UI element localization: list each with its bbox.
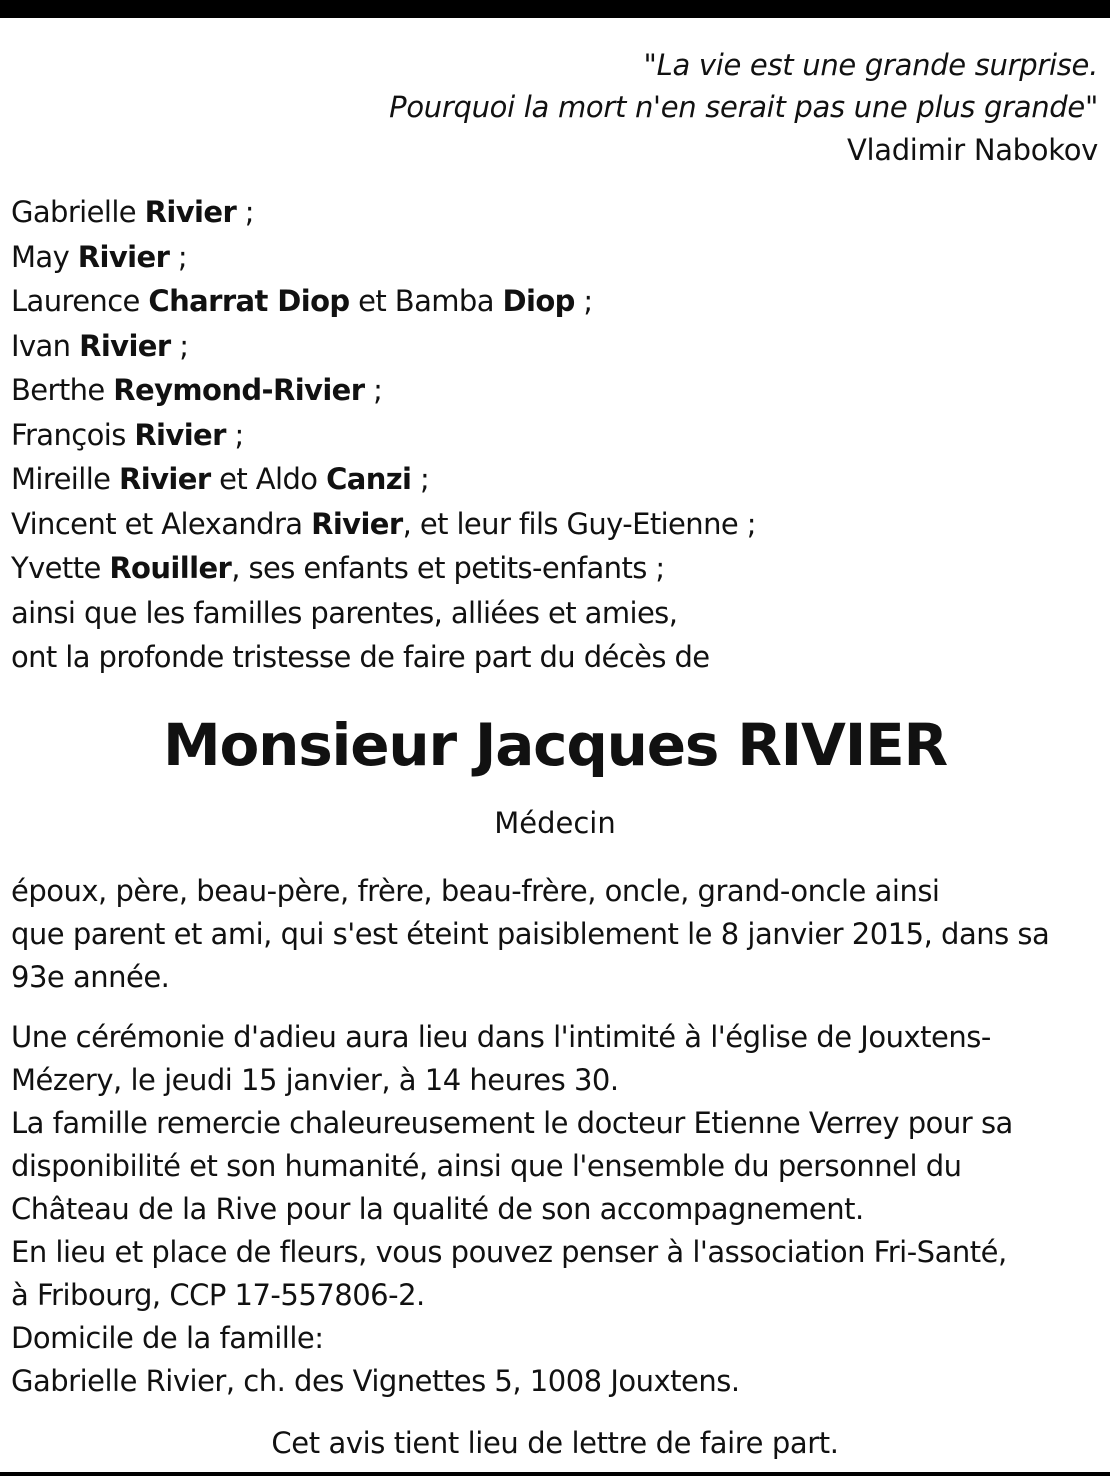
family-text: ;	[169, 239, 188, 274]
relationship-paragraph	[11, 870, 1097, 999]
paragraph-line: que parent et ami, qui s'est éteint paisiblement le 8 janvier 2015, dans sa	[11, 917, 1050, 951]
family-surname: Reymond-Rivier	[113, 373, 365, 407]
family-text: ;	[574, 284, 593, 318]
family-text: ;	[170, 328, 189, 363]
paragraph-line: Domicile de la famille:	[11, 1321, 324, 1355]
paragraph-line: La famille remercie chaleureusement le docteur Etienne Verrey pour sa	[11, 1106, 1013, 1140]
family-text: Mireille	[11, 462, 120, 496]
family-text: François	[11, 417, 135, 452]
family-surname: Charrat Diop	[148, 284, 350, 318]
quote-line-2: Pourquoi la mort n'en serait pas une plus grande"	[389, 90, 1098, 124]
paragraph-line: Mézery, le jeudi 15 janvier, à 14 heures 30.	[11, 1063, 619, 1097]
family-text: ainsi que les familles parentes, alliées et amies,	[11, 595, 678, 630]
paragraph-line: Une cérémonie d'adieu aura lieu dans l'intimité à l'église de Jouxtens-	[11, 1020, 991, 1054]
family-text: ;	[225, 417, 244, 452]
family-row	[11, 368, 756, 413]
family-text: ;	[364, 373, 383, 407]
paragraph-line: En lieu et place de fleurs, vous pouvez penser à l'association Fri-Santé,	[11, 1235, 1007, 1269]
family-text: ;	[411, 462, 430, 496]
family-surname: Rivier	[119, 462, 211, 496]
family-text: et Bamba	[349, 284, 503, 318]
family-surname: Rouiller	[109, 551, 232, 585]
deceased-profession: Médecin	[494, 806, 616, 840]
family-surname: Rivier	[311, 506, 403, 541]
family-text: ont la profonde tristesse de faire part du décès de	[11, 640, 710, 674]
deceased-name: Monsieur Jacques RIVIER	[162, 711, 948, 779]
family-row	[11, 324, 756, 369]
family-surname: Rivier	[144, 195, 237, 229]
paragraph-line: disponibilité et son humanité, ainsi que l'ensemble du personnel du	[11, 1149, 962, 1183]
family-row	[11, 502, 756, 547]
family-surname: Rivier	[77, 239, 170, 274]
family-text: , et leur fils Guy-Etienne ;	[402, 506, 756, 541]
quote-line-1: "La vie est une grande surprise.	[643, 48, 1098, 82]
family-text: May	[11, 239, 78, 274]
family-text: Gabrielle	[11, 195, 145, 229]
family-text: Laurence	[11, 284, 149, 318]
family-text: , ses enfants et petits-enfants ;	[231, 551, 665, 585]
family-surname: Rivier	[79, 328, 171, 363]
family-text: ;	[236, 195, 254, 229]
epigraph-quote	[389, 44, 1098, 171]
paragraph-line: 93e année.	[11, 960, 170, 994]
family-row	[11, 190, 756, 235]
family-text: Yvette	[11, 551, 110, 585]
paragraph-line: Gabrielle Rivier, ch. des Vignettes 5, 1008 Jouxtens.	[11, 1364, 740, 1398]
family-text: et Aldo	[210, 462, 327, 496]
family-surname: Diop	[502, 284, 575, 318]
family-text: Ivan	[11, 328, 80, 363]
family-text: Vincent et Alexandra	[11, 506, 312, 541]
family-row	[11, 635, 756, 680]
family-list	[11, 190, 756, 680]
quote-author: Vladimir Nabokov	[846, 133, 1098, 167]
family-row	[11, 413, 756, 458]
paragraph-line: à Fribourg, CCP 17-557806-2.	[11, 1278, 425, 1312]
paragraph-line: époux, père, beau-père, frère, beau-frère, oncle, grand-oncle ainsi	[11, 874, 940, 908]
top-border-rule	[0, 0, 1110, 18]
family-surname: Canzi	[326, 462, 412, 496]
family-surname: Rivier	[134, 417, 226, 452]
family-row	[11, 591, 756, 636]
family-row	[11, 279, 756, 324]
bottom-border-rule	[0, 1472, 1110, 1476]
family-text: Berthe	[11, 373, 114, 407]
paragraph-line: Château de la Rive pour la qualité de son accompagnement.	[11, 1192, 864, 1226]
closing-notice: Cet avis tient lieu de lettre de faire part.	[271, 1426, 839, 1460]
family-row	[11, 235, 756, 280]
family-row	[11, 546, 756, 591]
family-row	[11, 457, 756, 502]
ceremony-paragraph	[11, 1016, 1097, 1403]
